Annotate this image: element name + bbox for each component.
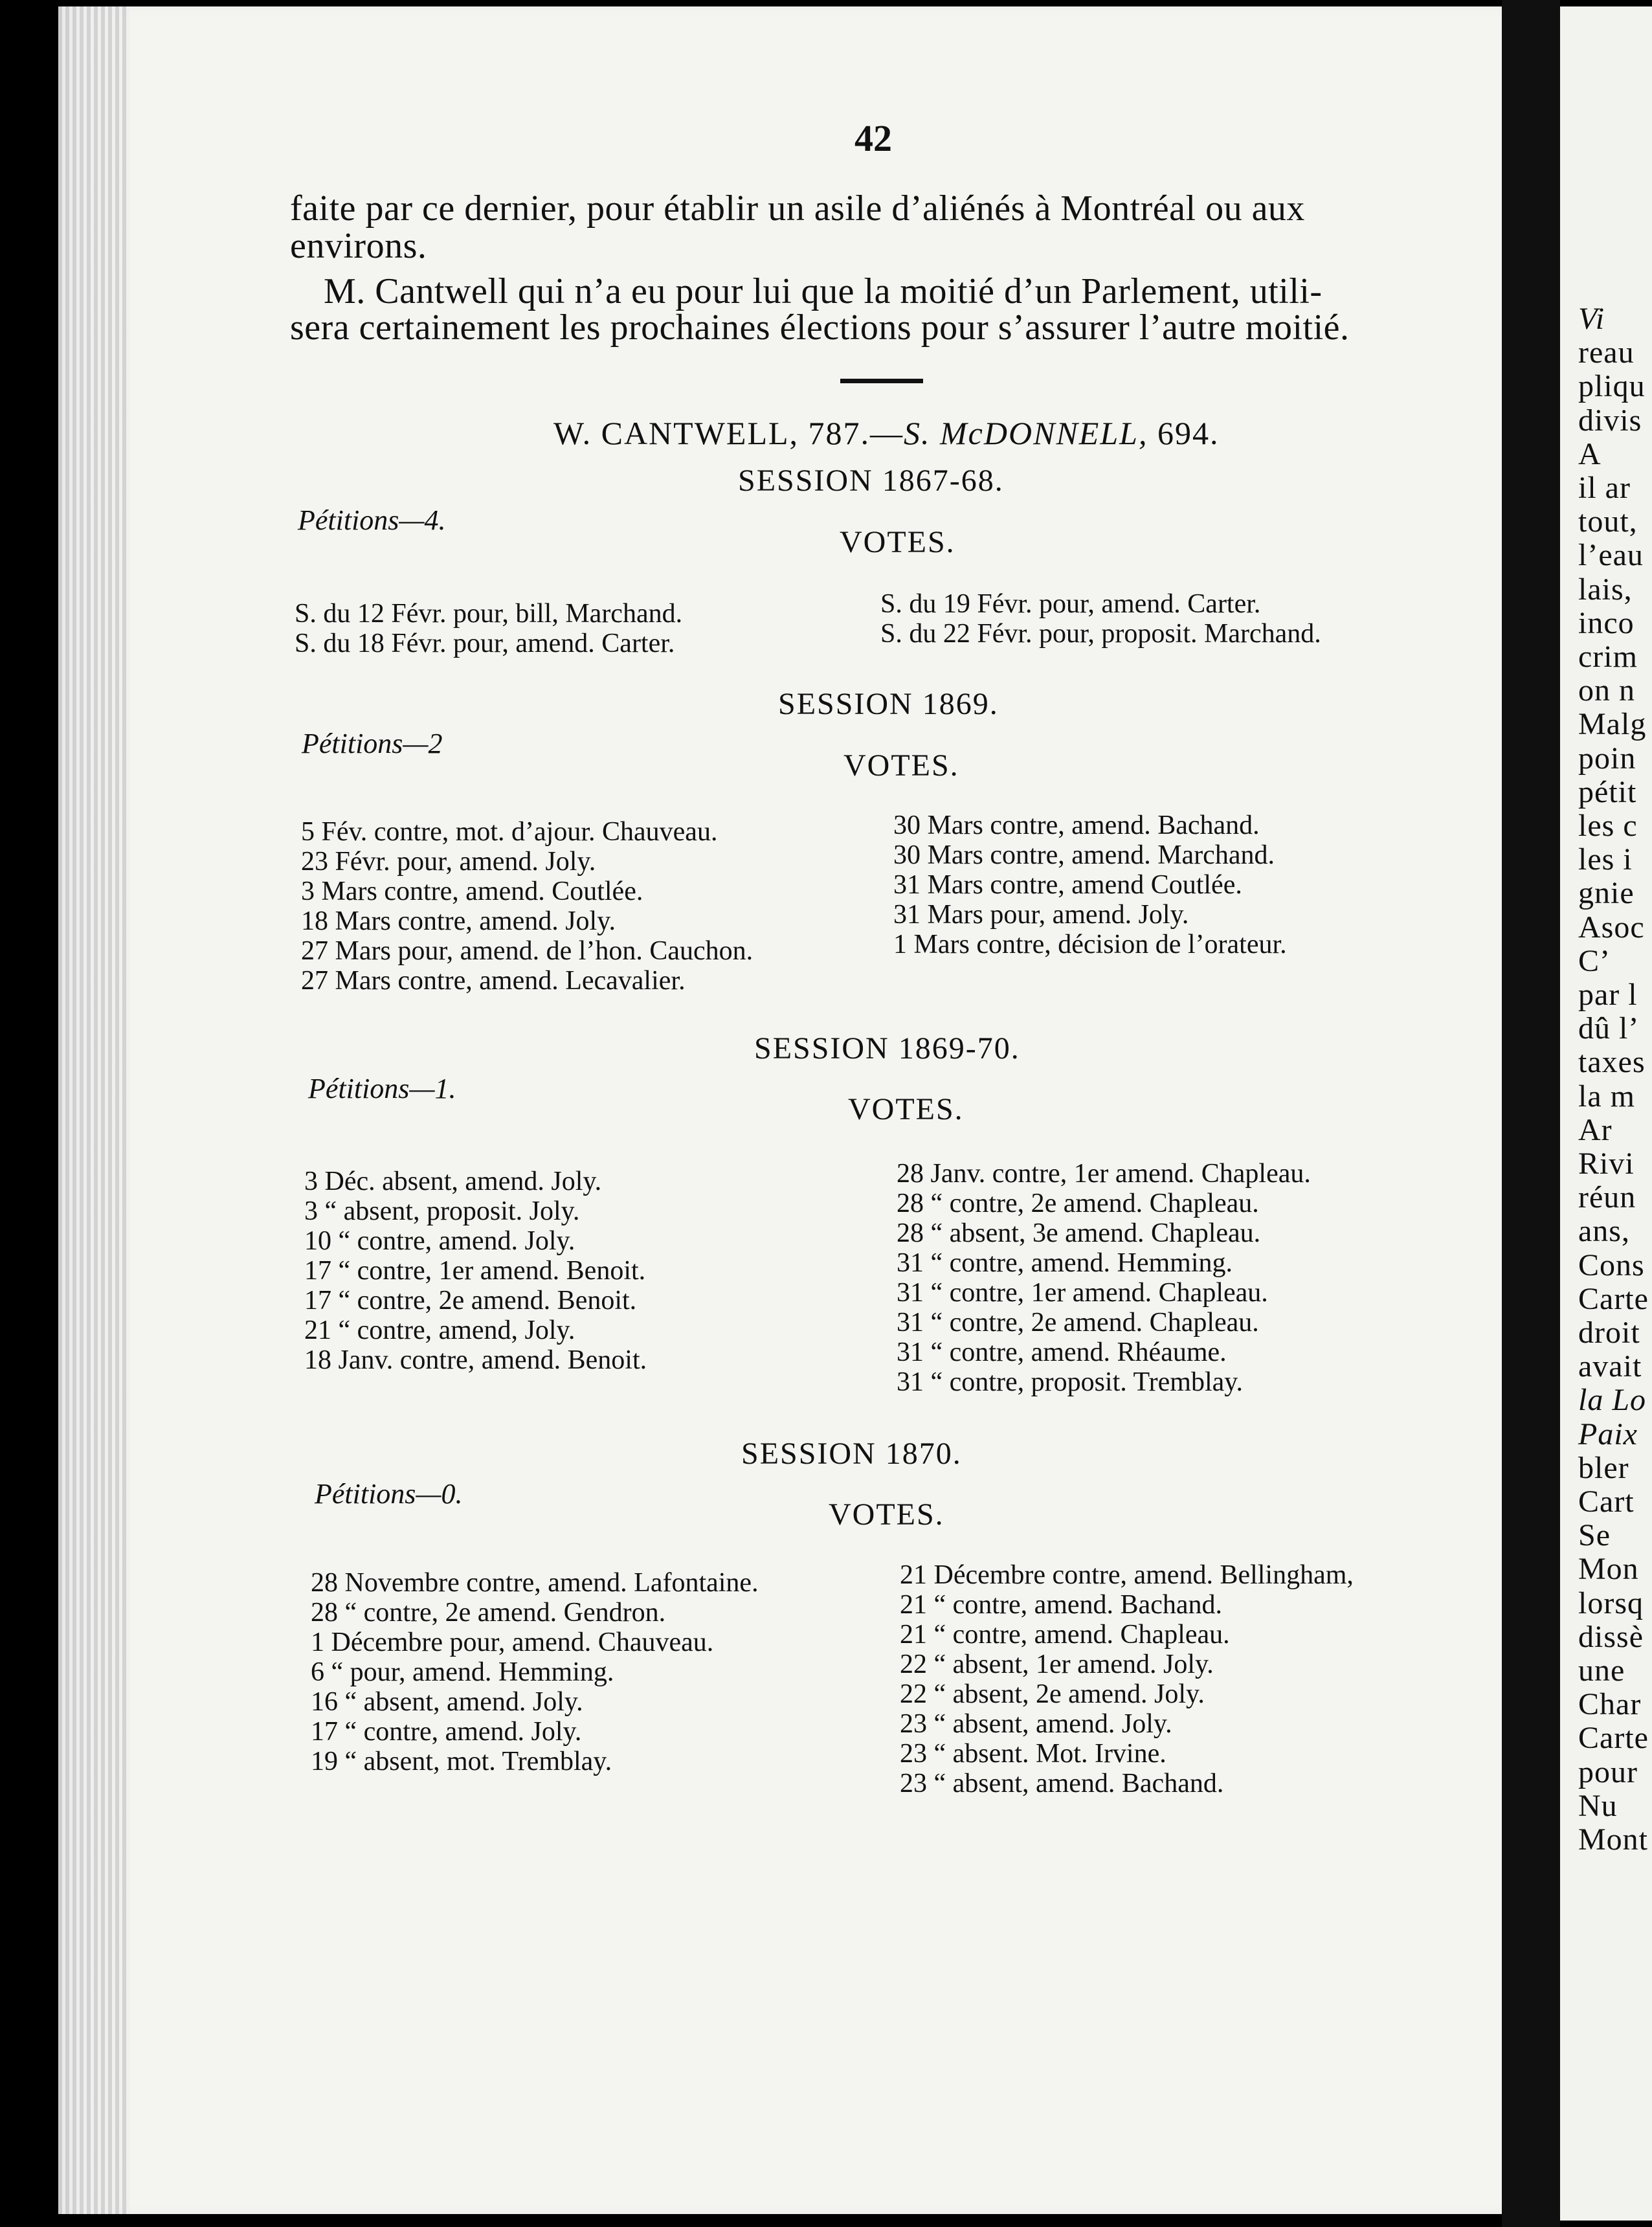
adjacent-page-fragment: Ar bbox=[1578, 1112, 1613, 1147]
petitions-count: Pétitions—4. bbox=[298, 504, 446, 536]
paragraph-line: faite par ce dernier, pour établir un asile d’aliénés à Montréal ou aux bbox=[290, 188, 1305, 229]
adjacent-page-fragment: taxes bbox=[1578, 1045, 1646, 1080]
vote-entry: 28 Janv. contre, 1er amend. Chapleau. bbox=[897, 1159, 1311, 1189]
votes-left-column bbox=[295, 599, 682, 658]
vote-entry: 31 “ contre, amend. Rhéaume. bbox=[897, 1337, 1227, 1367]
vote-entry: S. du 12 Févr. pour, bill, Marchand. bbox=[295, 599, 683, 629]
votes-label: VOTES. bbox=[843, 748, 959, 783]
adjacent-page-fragment: Vi bbox=[1578, 302, 1605, 336]
vote-entry: 31 Mars pour, amend. Joly. bbox=[893, 900, 1189, 930]
adjacent-page-fragment: Se bbox=[1578, 1518, 1611, 1553]
adjacent-page-fragment: lais, bbox=[1578, 572, 1633, 607]
vote-entry: 19 “ absent, mot. Tremblay. bbox=[311, 1747, 612, 1776]
adjacent-page-fragment: divis bbox=[1578, 403, 1642, 438]
adjacent-page-fragment: avait bbox=[1578, 1349, 1642, 1384]
adjacent-page-fragment: ans, bbox=[1578, 1214, 1630, 1249]
vote-entry: 17 “ contre, 2e amend. Benoit. bbox=[304, 1286, 637, 1315]
adjacent-page-fragment: pour bbox=[1578, 1754, 1638, 1789]
adjacent-page-fragment: la m bbox=[1578, 1079, 1635, 1114]
page-edge-stack bbox=[58, 6, 129, 2214]
adjacent-page-fragment: pétit bbox=[1578, 774, 1637, 809]
vote-entry: 28 “ contre, 2e amend. Chapleau. bbox=[897, 1189, 1259, 1218]
vote-entry: 17 “ contre, 1er amend. Benoit. bbox=[304, 1256, 646, 1286]
adjacent-page-fragment: bler bbox=[1578, 1450, 1629, 1485]
votes-right-column bbox=[880, 589, 1321, 649]
vote-entry: 31 Mars contre, amend Coutlée. bbox=[893, 870, 1242, 900]
book-gutter bbox=[1502, 0, 1560, 2227]
vote-entry: 31 “ contre, amend. Hemming. bbox=[897, 1248, 1233, 1278]
votes-right-column bbox=[897, 1159, 1311, 1397]
adjacent-page-fragment: tout, bbox=[1578, 504, 1638, 539]
vote-entry: 6 “ pour, amend. Hemming. bbox=[311, 1657, 614, 1687]
adjacent-page-fragment: Char bbox=[1578, 1687, 1642, 1722]
vote-entry: 16 “ absent, amend. Joly. bbox=[311, 1687, 583, 1717]
vote-entry: S. du 19 Févr. pour, amend. Carter. bbox=[880, 589, 1261, 619]
petitions-count: Pétitions—2 bbox=[302, 728, 443, 759]
vote-entry: 22 “ absent, 1er amend. Joly. bbox=[900, 1650, 1214, 1679]
adjacent-page-fragment: reau bbox=[1578, 335, 1635, 370]
vote-entry: 31 “ contre, proposit. Tremblay. bbox=[897, 1367, 1244, 1397]
adjacent-page-fragment: C’ bbox=[1578, 943, 1611, 978]
vote-entry: 21 Décembre contre, amend. Bellingham, bbox=[900, 1560, 1354, 1590]
votes-right-column bbox=[893, 811, 1287, 959]
vote-entry: 31 “ contre, 1er amend. Chapleau. bbox=[897, 1278, 1268, 1308]
adjacent-page-fragment: dû l’ bbox=[1578, 1011, 1640, 1046]
votes-left-column bbox=[301, 817, 753, 996]
vote-entry: 31 “ contre, 2e amend. Chapleau. bbox=[897, 1308, 1259, 1337]
adjacent-page-fragment: Carte bbox=[1578, 1281, 1649, 1316]
adjacent-page-fragment: Paix bbox=[1578, 1416, 1638, 1451]
vote-entry: 23 “ absent, amend. Joly. bbox=[900, 1709, 1172, 1739]
adjacent-page-fragment: Cons bbox=[1578, 1248, 1645, 1282]
adjacent-page bbox=[1560, 6, 1652, 2221]
adjacent-page-fragment: inco bbox=[1578, 605, 1635, 640]
adjacent-page-fragment: crim bbox=[1578, 640, 1638, 674]
adjacent-page-fragment: réun bbox=[1578, 1180, 1636, 1215]
paragraph-line: environs. bbox=[290, 226, 427, 266]
adjacent-page-fragment: par l bbox=[1578, 978, 1638, 1012]
vote-entry: 23 Févr. pour, amend. Joly. bbox=[301, 847, 596, 877]
paragraph-line: sera certainement les prochaines élections pour s’assurer l’autre moitié. bbox=[290, 308, 1350, 348]
vote-entry: 21 “ contre, amend, Joly. bbox=[304, 1315, 575, 1345]
adjacent-page-fragment: Malg bbox=[1578, 707, 1647, 742]
petitions-count: Pétitions—1. bbox=[308, 1073, 456, 1104]
adjacent-page-fragment: les c bbox=[1578, 809, 1638, 843]
loser-votes: 694. bbox=[1148, 415, 1220, 451]
section-rule bbox=[840, 379, 923, 383]
vote-entry: 30 Mars contre, amend. Marchand. bbox=[893, 840, 1275, 870]
vote-entry: 23 “ absent. Mot. Irvine. bbox=[900, 1739, 1166, 1769]
vote-entry: 28 Novembre contre, amend. Lafontaine. bbox=[311, 1568, 759, 1598]
vote-entry: 18 Mars contre, amend. Joly. bbox=[301, 906, 616, 936]
vote-entry: 28 “ absent, 3e amend. Chapleau. bbox=[897, 1218, 1261, 1248]
vote-entry: 3 Mars contre, amend. Coutlée. bbox=[301, 877, 643, 906]
vote-entry: 18 Janv. contre, amend. Benoit. bbox=[304, 1345, 647, 1375]
adjacent-page-fragment: lorsq bbox=[1578, 1585, 1644, 1620]
adjacent-page-fragment: les i bbox=[1578, 842, 1633, 877]
adjacent-page-fragment: Mon bbox=[1578, 1552, 1639, 1587]
adjacent-page-fragment: Asoc bbox=[1578, 910, 1645, 945]
vote-entry: 21 “ contre, amend. Bachand. bbox=[900, 1590, 1222, 1620]
adjacent-page-fragment: Cart bbox=[1578, 1484, 1635, 1519]
adjacent-page-fragment: il ar bbox=[1578, 471, 1631, 505]
adjacent-page-fragment: une bbox=[1578, 1653, 1625, 1688]
votes-left-column bbox=[304, 1167, 647, 1375]
adjacent-page-fragment: gnie bbox=[1578, 876, 1635, 911]
votes-left-column bbox=[311, 1568, 759, 1776]
vote-entry: 30 Mars contre, amend. Bachand. bbox=[893, 811, 1260, 840]
petitions-count: Pétitions—0. bbox=[315, 1478, 463, 1510]
adjacent-page-fragment: Nu bbox=[1578, 1788, 1618, 1823]
adjacent-page-fragment: Mont bbox=[1578, 1822, 1649, 1857]
session-title: SESSION 1869. bbox=[778, 687, 999, 721]
adjacent-page-fragment: pliqu bbox=[1578, 369, 1646, 404]
vote-entry: 10 “ contre, amend. Joly. bbox=[304, 1226, 575, 1256]
vote-entry: 21 “ contre, amend. Chapleau. bbox=[900, 1620, 1230, 1650]
page-number: 42 bbox=[854, 117, 892, 159]
adjacent-page-fragment: on n bbox=[1578, 673, 1635, 708]
vote-entry: 27 Mars pour, amend. de l’hon. Cauchon. bbox=[301, 936, 753, 966]
vote-entry: 22 “ absent, 2e amend. Joly. bbox=[900, 1679, 1205, 1709]
votes-label: VOTES. bbox=[829, 1497, 944, 1532]
votes-label: VOTES. bbox=[840, 525, 955, 559]
vote-entry: S. du 22 Févr. pour, proposit. Marchand. bbox=[880, 619, 1321, 649]
adjacent-page-fragment: dissè bbox=[1578, 1619, 1644, 1654]
vote-entry: 1 Mars contre, décision de l’orateur. bbox=[893, 930, 1287, 959]
vote-entry: S. du 18 Févr. pour, amend. Carter. bbox=[295, 629, 675, 658]
adjacent-page-fragment: droit bbox=[1578, 1315, 1640, 1350]
loser-name: S. McDONNELL, bbox=[904, 415, 1148, 451]
session-title: SESSION 1867-68. bbox=[738, 464, 1004, 498]
adjacent-page-fragment: Rivi bbox=[1578, 1147, 1635, 1181]
adjacent-page-fragment: A bbox=[1578, 436, 1602, 471]
votes-label: VOTES. bbox=[848, 1092, 964, 1126]
session-title: SESSION 1870. bbox=[741, 1437, 962, 1471]
vote-entry: 27 Mars contre, amend. Lecavalier. bbox=[301, 966, 686, 996]
adjacent-page-fragment: poin bbox=[1578, 741, 1636, 776]
vote-entry: 17 “ contre, amend. Joly. bbox=[311, 1717, 582, 1747]
session-title: SESSION 1869-70. bbox=[754, 1031, 1020, 1066]
vote-entry: 3 Déc. absent, amend. Joly. bbox=[304, 1167, 602, 1196]
adjacent-page-fragment: Carte bbox=[1578, 1721, 1649, 1756]
vote-entry: 23 “ absent, amend. Bachand. bbox=[900, 1769, 1224, 1798]
votes-right-column bbox=[900, 1560, 1354, 1798]
paragraph-line: M. Cantwell qui n’a eu pour lui que la moitié d’un Parlement, utili- bbox=[324, 271, 1323, 311]
vote-entry: 1 Décembre pour, amend. Chauveau. bbox=[311, 1628, 714, 1657]
adjacent-page-fragment: l’eau bbox=[1578, 538, 1644, 573]
adjacent-page-fragment: la Lo bbox=[1578, 1383, 1647, 1418]
winner-result: W. CANTWELL, 787.— bbox=[553, 415, 904, 451]
vote-entry: 28 “ contre, 2e amend. Gendron. bbox=[311, 1598, 666, 1628]
vote-entry: 5 Fév. contre, mot. d’ajour. Chauveau. bbox=[301, 817, 718, 847]
election-heading bbox=[553, 414, 1219, 452]
vote-entry: 3 “ absent, proposit. Joly. bbox=[304, 1196, 580, 1226]
